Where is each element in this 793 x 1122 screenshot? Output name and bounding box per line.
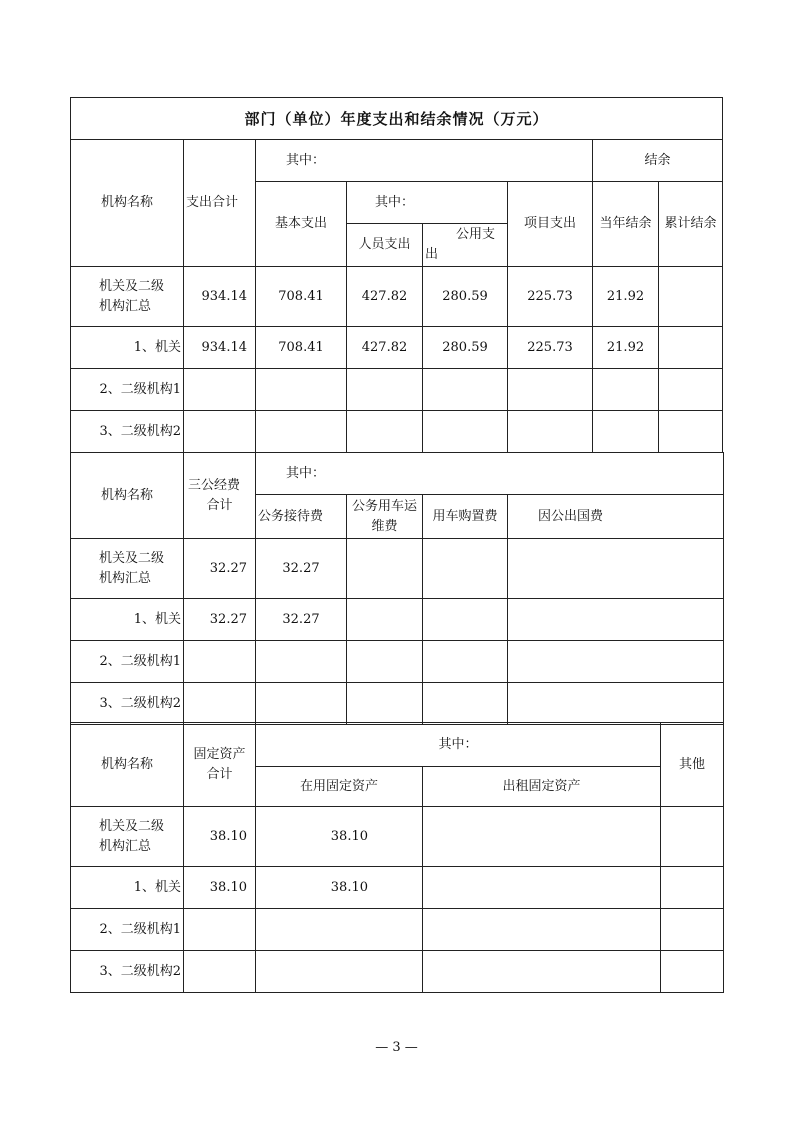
header-car-op-b: 维费 <box>371 518 398 534</box>
cell-project: 225.73 <box>508 267 593 327</box>
header-public-b: 出 <box>425 247 439 262</box>
cell-total: 38.10 <box>184 807 256 867</box>
cell-empty <box>347 539 423 599</box>
cell-name: 机关及二级机构汇总 <box>71 267 184 327</box>
cell-year_bal <box>593 411 659 453</box>
cell-total: 934.14 <box>184 327 256 369</box>
header-abroad: 因公出国费 <box>508 495 724 539</box>
cell-reception: 32.27 <box>256 539 347 599</box>
cell-total <box>184 641 256 683</box>
cell-name: 3、二级机构2 <box>71 411 184 453</box>
table-row <box>71 641 724 683</box>
cell-cum_bal <box>659 411 723 453</box>
cell-total: 934.14 <box>184 267 256 327</box>
page-number: — 3 — <box>375 1040 418 1055</box>
cell-empty <box>508 683 724 725</box>
table-row <box>71 327 723 369</box>
header-public <box>423 224 508 267</box>
cell-staff: 427.82 <box>347 267 423 327</box>
header-among: 其中： <box>256 453 724 495</box>
cell-name: 1、机关 <box>71 599 184 641</box>
header-among: 其中： <box>256 140 593 182</box>
cell-staff: 427.82 <box>347 327 423 369</box>
cell-cum_bal <box>659 267 723 327</box>
cell-cum_bal <box>659 369 723 411</box>
cell-empty <box>423 641 508 683</box>
cell-basic: 708.41 <box>256 267 347 327</box>
cell-year_bal: 21.92 <box>593 267 659 327</box>
cell-name: 机关及二级机构汇总 <box>71 807 184 867</box>
header-cum-balance: 累计结余 <box>659 182 723 267</box>
cell-public <box>423 411 508 453</box>
cell-staff <box>347 411 423 453</box>
cell-empty <box>423 599 508 641</box>
header-other: 其他 <box>661 723 724 807</box>
header-total-a: 三公经费 <box>188 477 241 493</box>
cell-name: 3、二级机构2 <box>71 683 184 725</box>
cell-in_use: 38.10 <box>256 807 423 867</box>
cell-empty <box>661 951 724 993</box>
cell-basic <box>256 411 347 453</box>
cell-name: 2、二级机构1 <box>71 641 184 683</box>
cell-empty <box>423 867 661 909</box>
cell-total: 32.27 <box>184 539 256 599</box>
cell-basic <box>256 369 347 411</box>
cell-basic: 708.41 <box>256 327 347 369</box>
header-org: 机构名称 <box>71 723 184 807</box>
header-basic: 基本支出 <box>256 182 347 267</box>
cell-empty <box>508 539 724 599</box>
cell-reception <box>256 641 347 683</box>
header-project: 项目支出 <box>508 182 593 267</box>
header-total: 支出合计 <box>184 140 256 267</box>
cell-public: 280.59 <box>423 267 508 327</box>
cell-empty <box>508 599 724 641</box>
cell-empty <box>347 683 423 725</box>
cell-empty <box>347 641 423 683</box>
cell-total <box>184 909 256 951</box>
table-row <box>71 599 724 641</box>
cell-public: 280.59 <box>423 327 508 369</box>
cell-empty <box>423 683 508 725</box>
cell-name: 机关及二级机构汇总 <box>71 539 184 599</box>
cell-name: 2、二级机构1 <box>71 909 184 951</box>
table-row <box>71 807 724 867</box>
table-row <box>71 267 723 327</box>
header-rented: 出租固定资产 <box>423 767 661 807</box>
cell-empty <box>423 951 661 993</box>
cell-reception <box>256 683 347 725</box>
header-staff: 人员支出 <box>347 224 423 267</box>
header-total <box>184 723 256 807</box>
header-org: 机构名称 <box>71 453 184 539</box>
header-car-op <box>347 495 423 539</box>
cell-total <box>184 683 256 725</box>
expenditure-table <box>70 97 723 453</box>
header-public-a: 公用支 <box>455 227 495 242</box>
cell-name: 2、二级机构1 <box>71 369 184 411</box>
header-among: 其中： <box>256 723 661 767</box>
cell-year_bal <box>593 369 659 411</box>
cell-name: 1、机关 <box>71 327 184 369</box>
header-total <box>184 453 256 539</box>
table-row <box>71 951 724 993</box>
cell-name: 1、机关 <box>71 867 184 909</box>
cell-total: 32.27 <box>184 599 256 641</box>
header-balance: 结余 <box>593 140 723 182</box>
cell-project <box>508 369 593 411</box>
header-car-buy: 用车购置费 <box>423 495 508 539</box>
header-reception: 公务接待费 <box>256 495 347 539</box>
cell-in_use <box>256 951 423 993</box>
table-row <box>71 867 724 909</box>
table-title: 部门（单位）年度支出和结余情况（万元） <box>71 98 723 140</box>
cell-empty <box>661 867 724 909</box>
header-among2: 其中： <box>347 182 508 224</box>
cell-staff <box>347 369 423 411</box>
table-row <box>71 539 724 599</box>
cell-project: 225.73 <box>508 327 593 369</box>
cell-name: 3、二级机构2 <box>71 951 184 993</box>
cell-empty <box>661 909 724 951</box>
header-total-b: 合计 <box>206 497 233 513</box>
cell-year_bal: 21.92 <box>593 327 659 369</box>
table-row <box>71 369 723 411</box>
cell-total <box>184 951 256 993</box>
header-year-balance: 当年结余 <box>593 182 659 267</box>
cell-total <box>184 411 256 453</box>
cell-empty <box>423 539 508 599</box>
cell-total <box>184 369 256 411</box>
header-org: 机构名称 <box>71 140 184 267</box>
fixed-assets-table <box>70 722 724 993</box>
cell-total: 38.10 <box>184 867 256 909</box>
cell-empty <box>508 641 724 683</box>
cell-empty <box>423 909 661 951</box>
header-car-op-a: 公务用车运 <box>351 498 417 514</box>
cell-cum_bal <box>659 327 723 369</box>
cell-public <box>423 369 508 411</box>
header-in-use: 在用固定资产 <box>256 767 423 807</box>
table-row <box>71 909 724 951</box>
cell-reception: 32.27 <box>256 599 347 641</box>
table-row <box>71 683 724 725</box>
header-total-b: 合计 <box>206 766 233 782</box>
table-row <box>71 411 723 453</box>
cell-in_use: 38.10 <box>256 867 423 909</box>
cell-in_use <box>256 909 423 951</box>
cell-project <box>508 411 593 453</box>
cell-empty <box>423 807 661 867</box>
header-total-a: 固定资产 <box>193 746 246 762</box>
cell-empty <box>347 599 423 641</box>
three-public-table <box>70 452 724 725</box>
cell-empty <box>661 807 724 867</box>
